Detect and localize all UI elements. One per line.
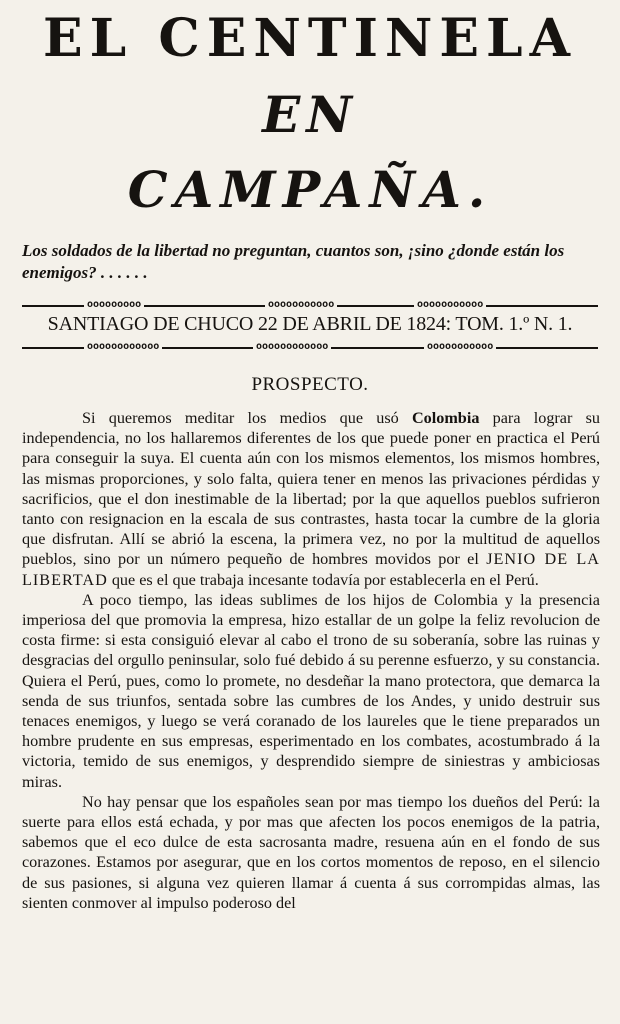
- emphasis-colombia: Colombia: [411, 409, 480, 427]
- rule-ornament: ooooooooooo: [265, 299, 337, 310]
- paragraph-text: Si queremos meditar los medios que usó: [82, 409, 412, 427]
- paragraph: A poco tiempo, las ideas sublimes de los hijos de Colombia y la presencia imperiosa del que promovia la empresa, hizo estallar de un golpe la feliz revolucion de costa firme: si esta consiguió elevar al cabo el trono de su soberanía, sobre las ruinas y desgracias del orgullo peninsular, solo fué debido á su perenne esfuerzo, y su constancia. Quiera el Perú, pues, como lo promete, no desdeñar la mano protectora, que demarca la senda de sus triunfos, sentada sobre las cumbres de los Andes, y unido destruir sus tenaces enemigos, y luego se verá coranado de los laureles que le tiene preparados un hombre prudente en sus empresas, esperimentado en los combates, acostumbrado á la victoria, temido de sus enemigos, y desprendido siempre de siniestras y ambiciosas miras.: [22, 590, 600, 791]
- ornamental-rule-top: [22, 301, 598, 311]
- section-heading: PROSPECTO.: [251, 374, 369, 395]
- paragraph: [22, 408, 600, 590]
- paragraph-text: para lograr su independencia, no los hallaremos diferentes de los que puede poner en practica el Perú para conseguir la suya. El cuenta aún con los mismos elementos, los mismos hombres, las mismas proporciones, y solo falta, quiera tener en menos las privaciones pérdidas y sacrificios, que el don inestimable de la libertad; por la que aquellos pueblos sufrieron tanto con resignacion en la escala de sus contrastes, hasta tocar la cumbre de la gloria que disfrutan. Allí se abrió la escena, la primera vez, no por la multitud de aquellos pueblos, sino por un número pequeño de hombres movidos por el: [22, 409, 600, 569]
- emphasis-jenio: JENIO DE LA LIBERTAD: [22, 550, 600, 589]
- article-body: [22, 408, 600, 913]
- motto-epigraph: Los soldados de la libertad no preguntan, cuantos son, ¡sino ¿donde están los enemigos? . . . . . .: [22, 241, 565, 282]
- rule-ornament: ooooooooooo: [414, 299, 486, 310]
- masthead-title-line-2: EN: [262, 85, 358, 144]
- paragraph-text: que es el que trabaja incesante todavía por establecerla en el Perú.: [107, 570, 539, 589]
- masthead-title-line-3: CAMPAÑA.: [127, 160, 493, 219]
- rule-ornament: oooooooooooo: [84, 341, 162, 352]
- rule-ornament: oooooooooooo: [253, 341, 331, 352]
- paragraph: No hay pensar que los españoles sean por mas tiempo los dueños del Perú: la suerte para ellos está echada, y por mas que afecten los pocos enemigos de la patria, sabemos que el eco dulce de esta sacrosanta madre, resuena aún en el fondo de sus corazones. Estamos por asegurar, que en los cortos momentos de reposo, en el silencio de sus pasiones, si alguna vez quieren llamar á cuenta á sus corrompidas almas, las sienten conmover al impulso poderoso del: [22, 792, 600, 912]
- masthead-title-line-1: EL CENTINELA: [43, 8, 577, 69]
- rule-ornament: ooooooooo: [84, 299, 144, 310]
- rule-ornament: ooooooooooo: [424, 341, 496, 352]
- ornamental-rule-bottom: [22, 343, 598, 353]
- dateline: SANTIAGO DE CHUCO 22 DE ABRIL DE 1824: TOM. 1.º N. 1.: [47, 313, 573, 335]
